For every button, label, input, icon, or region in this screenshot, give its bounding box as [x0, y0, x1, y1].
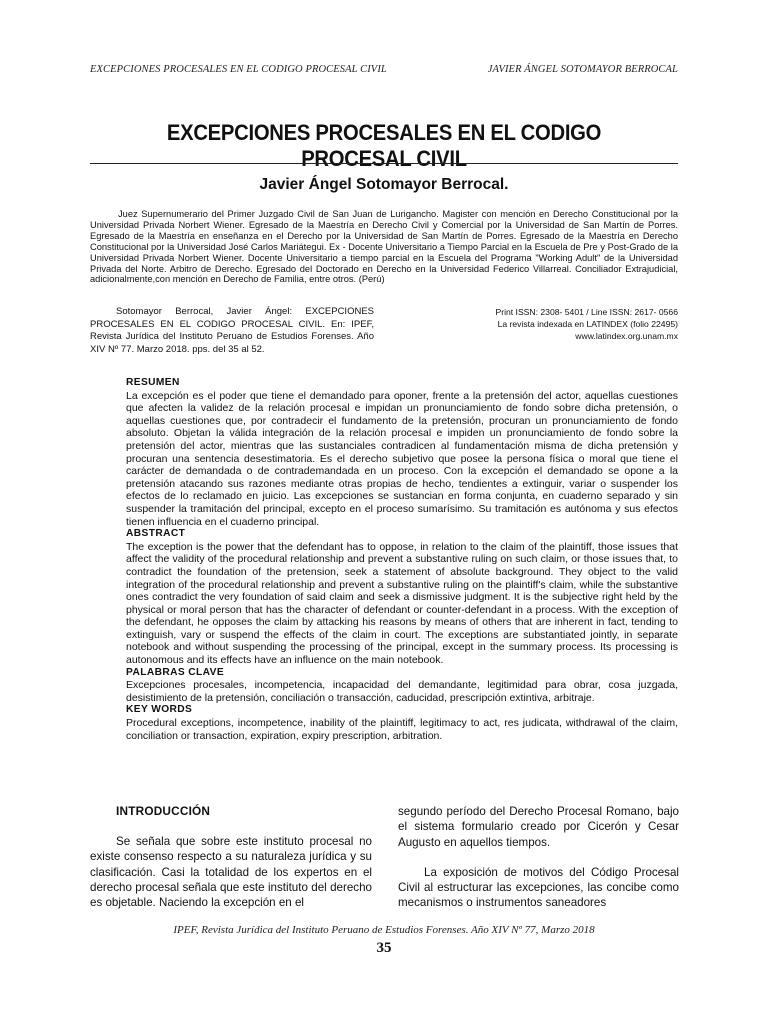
keywords-heading: KEY WORDS: [126, 704, 193, 716]
issn-line: Print ISSN: 2308- 5401 / Line ISSN: 2617- 0566: [495, 307, 678, 317]
keywords-text: Procedural exceptions, incompetence, inability of the plaintiff, legitimacy to act, res judicata, withdrawal of the claim, conciliation or transaction, expiration, expiry prescription, arbitration.: [126, 717, 678, 742]
running-header-right: JAVIER ÁNGEL SOTOMAYOR BERROCAL: [487, 64, 678, 75]
citation-reference: Sotomayor Berrocal, Javier Ángel: EXCEPCIONES PROCESALES EN EL CODIGO PROCESAL CIVIL. En: IPEF, Revista Jurídica del Instituto Peruano de Estudios Forenses. Año XIV Nº 77. Marzo 2018. pps. del 35 al 52.: [90, 306, 374, 355]
footer-journal-line: IPEF, Revista Jurídica del Instituto Peruano de Estudios Forenses. Año XIV Nº 77, Marzo 2018: [173, 924, 595, 936]
latindex-url: www.latindex.org.unam.mx: [575, 331, 678, 342]
abstract-heading: ABSTRACT: [126, 528, 186, 540]
body-column-right: [398, 804, 679, 911]
abstract-text: The exception is the power that the defendant has to oppose, in relation to the claim of the plaintiff, those issues that affect the validity of the procedural relationship and prevent a substantive ruling on such claim, or those issues that, to contradict the foundation of the pretension, seek a statement of absolute background. They object to the valid integration of the procedural relationship and prevent a substantive ruling on the plaintiff's claim, while the substantive ones contradict the very foundation of said claim and seek a dismissive judgment. It is the subjective right held by the physical or moral person that has the character of defendant or counter-defendant in a process. With the exception of the defendant, he opposes the claim by attacking his reasons by means of others that are inherent in fact, tending to extinguish, vary or suspend the effects of the claim in court. The exceptions are substantiated jointly, in separate notebook and without suspending the processing of the principal, except in the summary process. Its processing is autonomous and its effects have an influence on the main notebook.: [126, 540, 678, 667]
running-header-left: EXCEPCIONES PROCESALES EN EL CODIGO PROCESAL CIVIL: [90, 64, 387, 75]
body-paragraph: segundo período del Derecho Procesal Romano, bajo el sistema formulario creado por Cicerón y Cesar Augusto en aquellos tiempos.: [398, 805, 679, 849]
title-divider: [90, 163, 678, 164]
article-title: EXCEPCIONES PROCESALES EN EL CODIGO PROCESAL CIVIL: [166, 120, 602, 171]
article-author: Javier Ángel Sotomayor Berrocal.: [259, 176, 509, 193]
latindex-line: La revista indexada en LATINDEX (folio 22495): [497, 319, 678, 330]
issn-info: [398, 306, 678, 343]
body-paragraph: La exposición de motivos del Código Procesal Civil al estructurar las excepciones, las concibe como mecanismos o instrumentos saneadores: [398, 865, 679, 910]
palabras-clave-heading: PALABRAS CLAVE: [126, 666, 225, 678]
resumen-text: La excepción es el poder que tiene el demandado para oponer, frente a la pretensión del actor, aquellas cuestiones que afecten la validez de la relación procesal e impidan un pronunciamiento de fondo sobre dicha pretensión, o aquellas cuestiones que, por contradecir el fundamento de la pretensión, procuran un pronunciamiento de fondo absoluto. Objetan la válida integración de la relación procesal e impiden un pronunciamiento de fondo sobre la pretensión del actor, mientras que las sustanciales contradicen al fundamentación misma de dicha pretensión y procuran una sentencia desestimatoria. Es el derecho subjetivo que posee la persona física o moral que tiene el carácter de demandada o de contrademandada en un proceso. Con la excepción el demandado se opone a la pretensión atacando sus razones mediante otras propias de hecho, tendientes a extinguir, variar o suspender los efectos de lo reclamado en juicio. Las excepciones se sustancian en forma conjunta, en cuaderno separado y sin suspender la tramitación del principal, excepto en el proceso sumarísimo. Su tramitación es autónoma y sus efectos tienen influencia en el cuaderno principal.: [126, 389, 678, 528]
author-bio: Juez Supernumerario del Primer Juzgado Civil de San Juan de Lurigancho. Magister con mención en Derecho Constitucional por la Universidad Privada Norbert Wiener. Egresado de la Maestría en Derecho Civil y Comercial por la Universidad de San Martín de Porres. Egresado de la Maestría en enseñanza en el Derecho por la Universidad de San Martín de Porres. Egresado de la Maestría en Derecho Constitucional por la Universidad José Carlos Mariátegui. Ex - Docente Universitario a Tiempo Parcial en la Escuela de Pre y Post-Grado de la Universidad Privada Norbert Wiener. Docente Universitario a tiempo parcial en la Escuela del Programa "Working Adult" de la Universidad Privada del Norte. Arbitro de Derecho. Egresado del Doctorado en Derecho en la Universidad Federico Villarreal. Conciliador Extrajudicial, adicionalmente,con mención en Derecho de Familia, entre otros. (Perú): [90, 209, 678, 285]
resumen-heading: RESUMEN: [126, 377, 180, 388]
body-column-left: [90, 804, 372, 910]
body-paragraph: Se señala que sobre este instituto procesal no existe consenso respecto a su naturaleza jurídica y su clasificación. Casi la totalidad de los expertos en el derecho procesal señala que este instituto del derecho es objetable. Naciendo la excepción en el: [90, 835, 372, 910]
palabras-clave-text: Excepciones procesales, incompetencia, incapacidad del demandante, legitimidad para obrar, cosa juzgada, desistimiento de la pretensión, conciliación o transacción, caducidad, prescripción extintiva, arbitraje.: [126, 679, 678, 704]
page-number: 35: [376, 940, 392, 956]
introduction-heading: INTRODUCCIÓN: [116, 804, 211, 818]
abstract-section: [126, 377, 678, 742]
